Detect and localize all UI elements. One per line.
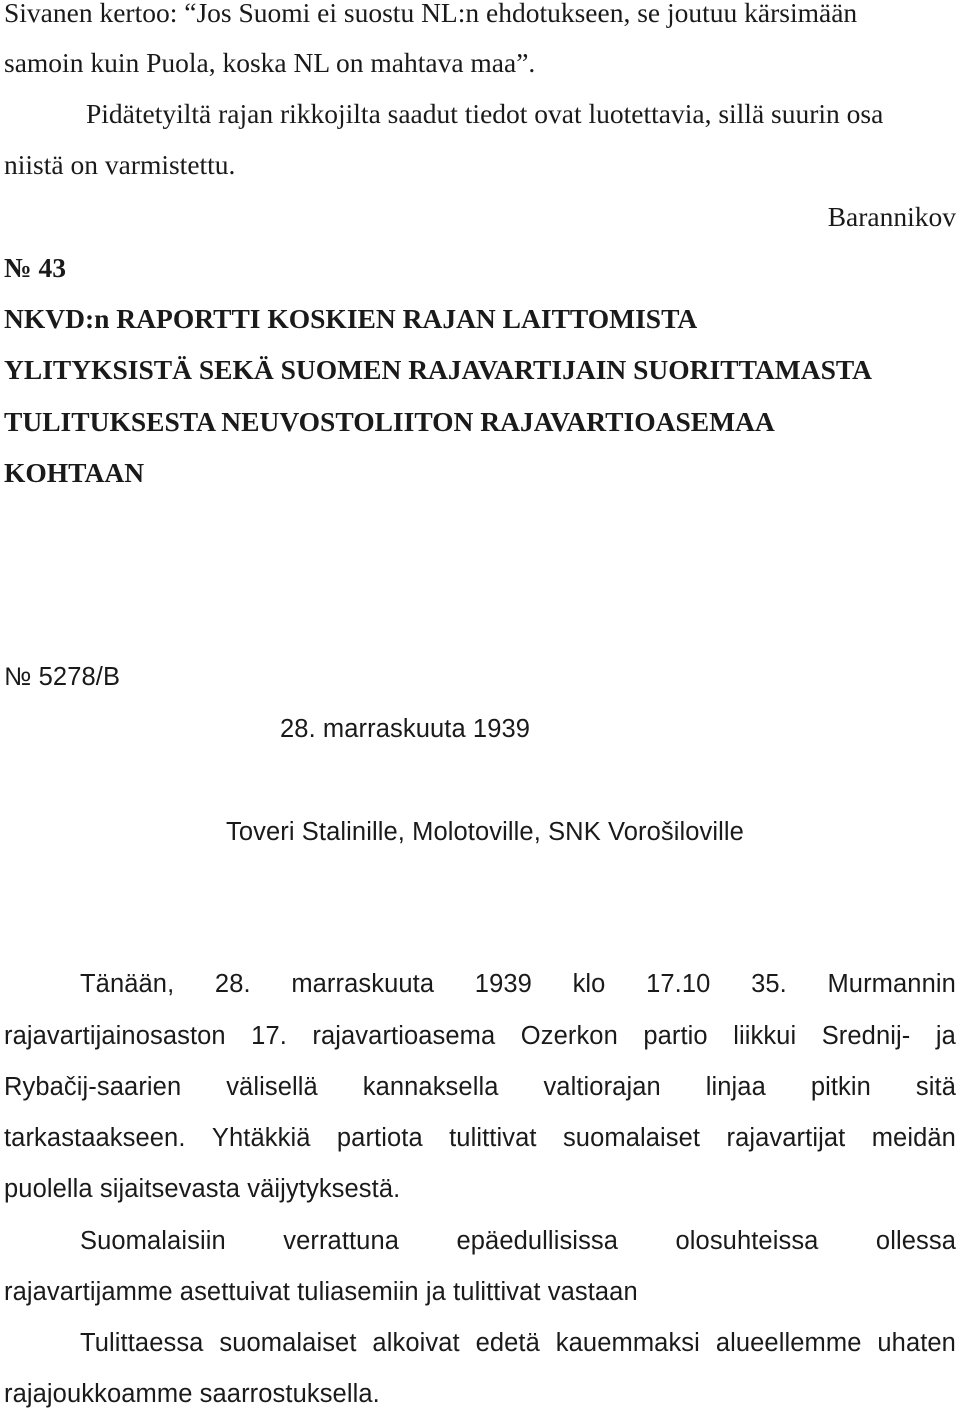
intro-line-4: niistä on varmistettu. — [4, 149, 236, 180]
word: 1939 — [474, 970, 532, 998]
word: välisellä — [226, 1073, 318, 1101]
word: alkoivat — [372, 1329, 460, 1357]
word: marraskuuta — [291, 970, 435, 998]
word: partio — [643, 1022, 708, 1050]
word: Yhtäkkiä — [211, 1124, 311, 1152]
word: ja — [935, 1022, 956, 1050]
word: 17. — [251, 1022, 287, 1050]
word: alueellemme — [715, 1329, 862, 1357]
word: Murmannin — [827, 970, 956, 998]
word: edetä — [475, 1329, 540, 1357]
word: liikkui — [733, 1022, 797, 1050]
word: tarkastaakseen. — [4, 1124, 186, 1152]
title-line-4: KOHTAAN — [4, 457, 145, 488]
word: 17.10 — [646, 970, 711, 998]
signature: Barannikov — [827, 201, 956, 232]
p1-line-4 — [4, 1121, 956, 1155]
word: uhaten — [877, 1329, 956, 1357]
word: rajavartioasema — [312, 1022, 496, 1050]
p2-line-2: rajavartijamme asettuivat tuliasemiin ja tulittivat vastaan — [4, 1278, 638, 1306]
p1-line-3 — [4, 1070, 956, 1104]
intro-line-2: samoin kuin Puola, koska NL on mahtava maa”. — [4, 47, 536, 78]
word: Srednij- — [821, 1022, 911, 1050]
p1-line-1 — [80, 967, 956, 1001]
word: 28. — [214, 970, 251, 998]
title-line-1: NKVD:n RAPORTTI KOSKIEN RAJAN LAITTOMISTA — [4, 303, 698, 334]
word: linjaa — [705, 1073, 766, 1101]
word: valtiorajan — [543, 1073, 661, 1101]
word: Tänään, — [80, 970, 175, 998]
word: sitä — [915, 1073, 956, 1101]
p2-line-1 — [80, 1224, 956, 1258]
word: rajavartijainosaston — [4, 1022, 226, 1050]
p1-line-2 — [4, 1019, 956, 1053]
word: ollessa — [875, 1227, 956, 1255]
word: Suomalaisiin — [80, 1227, 226, 1255]
p3-line-2: rajajoukkoamme saarrostuksella. — [4, 1380, 380, 1408]
word: klo — [572, 970, 606, 998]
word: pitkin — [810, 1073, 871, 1101]
addressees: Toveri Stalinille, Molotoville, SNK Vorošiloville — [226, 818, 744, 846]
word: Ozerkon — [520, 1022, 618, 1050]
word: suomalaiset — [562, 1124, 701, 1152]
document-date: 28. marraskuuta 1939 — [280, 715, 531, 743]
word: tulittivat — [449, 1124, 537, 1152]
word: kauemmaksi — [555, 1329, 700, 1357]
word: partiota — [336, 1124, 423, 1152]
word: verrattuna — [283, 1227, 400, 1255]
intro-line-3: Pidätetyiltä rajan rikkojilta saadut tiedot ovat luotettavia, sillä suurin osa — [86, 98, 884, 129]
title-line-3: TULITUKSESTA NEUVOSTOLIITON RAJAVARTIOASEMAA — [4, 406, 775, 437]
word: meidän — [871, 1124, 956, 1152]
word: Rybačij-saarien — [4, 1073, 182, 1101]
document-number: № 43 — [4, 252, 67, 283]
word: rajavartijat — [726, 1124, 846, 1152]
p1-line-5: puolella sijaitsevasta väijytyksestä. — [4, 1175, 401, 1203]
word: Tulittaessa — [80, 1329, 204, 1357]
word: suomalaiset — [219, 1329, 357, 1357]
word: kannaksella — [362, 1073, 499, 1101]
word: epäedullisissa — [456, 1227, 619, 1255]
intro-line-1: Sivanen kertoo: “Jos Suomi ei suostu NL:n ehdotukseen, se joutuu kärsimään — [4, 0, 858, 28]
word: olosuhteissa — [675, 1227, 819, 1255]
title-line-2: YLITYKSISTÄ SEKÄ SUOMEN RAJAVARTIJAIN SUORITTAMASTA — [4, 354, 873, 385]
p3-line-1 — [80, 1326, 956, 1360]
reference-number: № 5278/B — [4, 663, 121, 691]
word: 35. — [751, 970, 787, 998]
